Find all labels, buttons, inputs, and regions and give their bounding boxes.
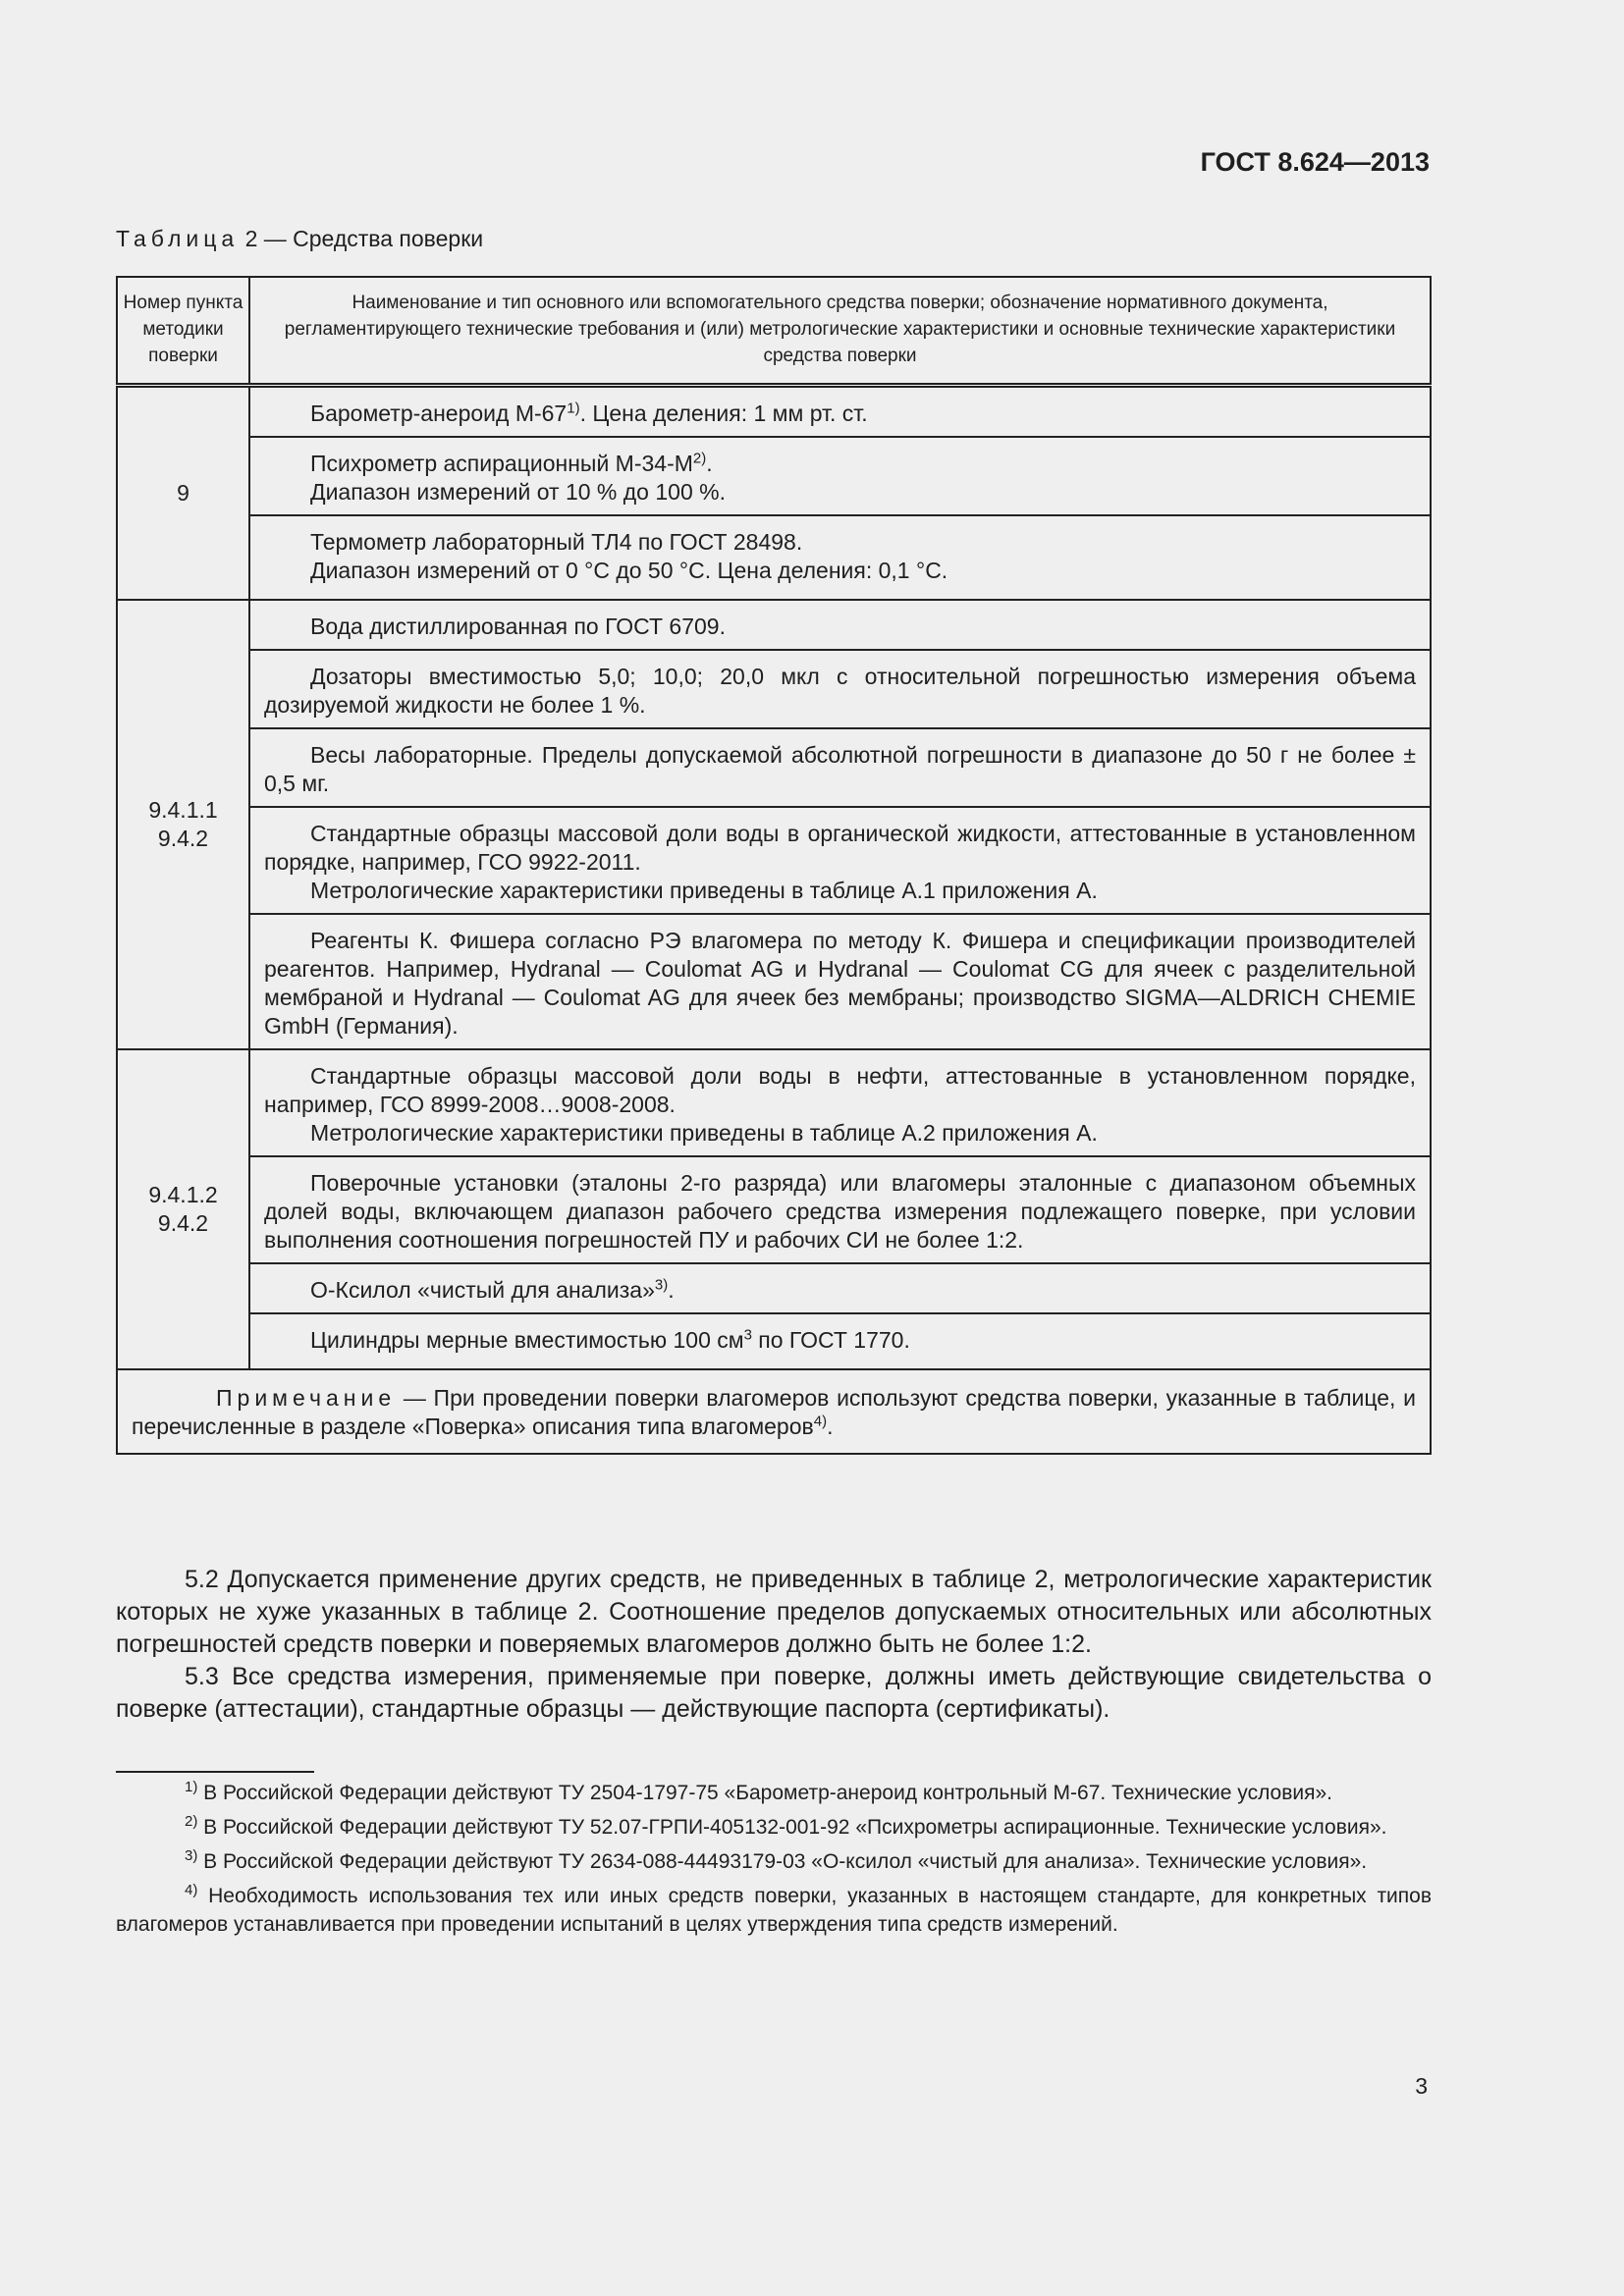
header-clause-number: Номер пункта методики поверки: [117, 277, 249, 386]
clause-number-cell: 9: [117, 386, 249, 601]
clause-number-cell: 9.4.1.2 9.4.2: [117, 1049, 249, 1369]
table-cell: Весы лабораторные. Пределы допускаемой абсолютной погрешности в диапазоне до 50 г не более ± 0,5 мг.: [249, 728, 1431, 807]
table-cell: Вода дистиллированная по ГОСТ 6709.: [249, 600, 1431, 650]
footnote-separator: [116, 1771, 314, 1773]
table-row: [117, 650, 1431, 728]
footnote-4: $^{4)}$ Необходимость использования тех или иных средств поверки, указанных в настоящем стандарте, для конкретных типов влагомеров устанавливается при проведении испытаний в целях утверждения типа средств измерений.: [116, 1882, 1432, 1936]
table-row: [117, 914, 1431, 1049]
page-number: 3: [1415, 2073, 1428, 2099]
table-caption-word: Таблица: [116, 226, 240, 251]
table-row: [117, 600, 1431, 650]
table-caption-title: 2 — Средства поверки: [239, 226, 484, 251]
table-row: [117, 807, 1431, 914]
table-row: [117, 1049, 1431, 1156]
footnote-3: $^{3)}$ В Российской Федерации действуют ТУ 2634-088-44493179-03 «О-ксилол «чистый для анализа». Технические условия».: [185, 1847, 1368, 1873]
table-row: [117, 515, 1431, 600]
document-code: ГОСТ 8.624—2013: [1200, 147, 1430, 177]
table-cell: Стандартные образцы массовой доли воды в органической жидкости, аттестованные в установленном порядке, например, ГСО 9922-2011. Метрологические характеристики приведены в таблице А.1 приложения А.: [249, 807, 1431, 914]
body-text: [116, 1564, 1432, 1726]
table-row: [117, 437, 1431, 515]
table-cell: Дозаторы вместимостью 5,0; 10,0; 20,0 мкл с относительной погрешностью измерения объема дозируемой жидкости не более 1 %.: [249, 650, 1431, 728]
paragraph-5-3: 5.3 Все средства измерения, применяемые при поверке, должны иметь действующие свидетельства о поверке (аттестации), стандартные образцы — действующие паспорта (сертификаты).: [116, 1663, 1432, 1723]
table-caption: [116, 226, 483, 252]
table-cell: Стандартные образцы массовой доли воды в нефти, аттестованные в установленном порядке, например, ГСО 8999-2008…9008-2008. Метрологические характеристики приведены в таблице А.2 приложения А.: [249, 1049, 1431, 1156]
table-row: [117, 1263, 1431, 1313]
table-row: [117, 1156, 1431, 1263]
header-means-description: Наименование и тип основного или вспомогательного средства поверки; обозначение нормативного документа, регламентирующего технические требования и (или) метрологические характеристики и основные технические характеристики средства поверки: [249, 277, 1431, 386]
footnote-2: $^{2)}$ В Российской Федерации действуют ТУ 52.07-ГРПИ-405132-001-92 «Психрометры аспирационные. Технические условия».: [185, 1813, 1387, 1839]
table-cell: Психрометр аспирационный $М-34-М^{2)}$. Диапазон измерений от 10 % до 100 %.: [249, 437, 1431, 515]
table-cell: О-Ксилол «чистый для анализа»$^{3)}$.: [249, 1263, 1431, 1313]
table-row: [117, 386, 1431, 438]
table-header-row: [117, 277, 1431, 386]
table-cell: Барометр-анероид М-67$^{1)}$. Цена деления: 1 мм рт. ст.: [249, 386, 1431, 438]
table-row: [117, 1313, 1431, 1369]
table-cell: Реагенты К. Фишера согласно РЭ влагомера по методу К. Фишера и спецификации производителей реагентов. Например, Hydranal — Coulomat AG и Hydranal — Coulomat CG для ячеек с разделительной мембраной и Hydranal — Coulomat AG для ячеек без мембраны; производство SIGMA—ALDRICH CHEMIE GmbH (Германия).: [249, 914, 1431, 1049]
table-note: Примечание — При проведении поверки влагомеров используют средства поверки, указанные в таблице, и перечисленные в разделе «Поверка» описания типа влагомеров$^{4)}$.: [117, 1369, 1431, 1454]
footnotes: [116, 1779, 1432, 1945]
table-note-row: [117, 1369, 1431, 1454]
table-row: [117, 728, 1431, 807]
table-cell: Термометр лабораторный ТЛ4 по ГОСТ 28498. Диапазон измерений от 0 °С до 50 °С. Цена деления: 0,1 °С.: [249, 515, 1431, 600]
clause-number-cell: 9.4.1.1 9.4.2: [117, 600, 249, 1049]
paragraph-5-2: 5.2 Допускается применение других средств, не приведенных в таблице 2, метрологические характеристик которых не хуже указанных в таблице 2. Соотношение пределов допускаемых относительных или абсолютных погрешностей средств поверки и поверяемых влагомеров должно быть не более 1:2.: [116, 1566, 1432, 1658]
footnote-1: $^{1)}$ В Российской Федерации действуют ТУ 2504-1797-75 «Барометр-анероид контрольный М-67. Технические условия».: [185, 1779, 1333, 1804]
table-cell: Поверочные установки (эталоны 2-го разряда) или влагомеры эталонные с диапазоном объемных долей воды, включающем диапазон рабочего средства измерения подлежащего поверке, при условии выполнения соотношения погрешностей ПУ и рабочих СИ не более 1:2.: [249, 1156, 1431, 1263]
table-cell: Цилиндры мерные вместимостью 100 $см^3$ по ГОСТ 1770.: [249, 1313, 1431, 1369]
verification-means-table: [116, 276, 1432, 1455]
